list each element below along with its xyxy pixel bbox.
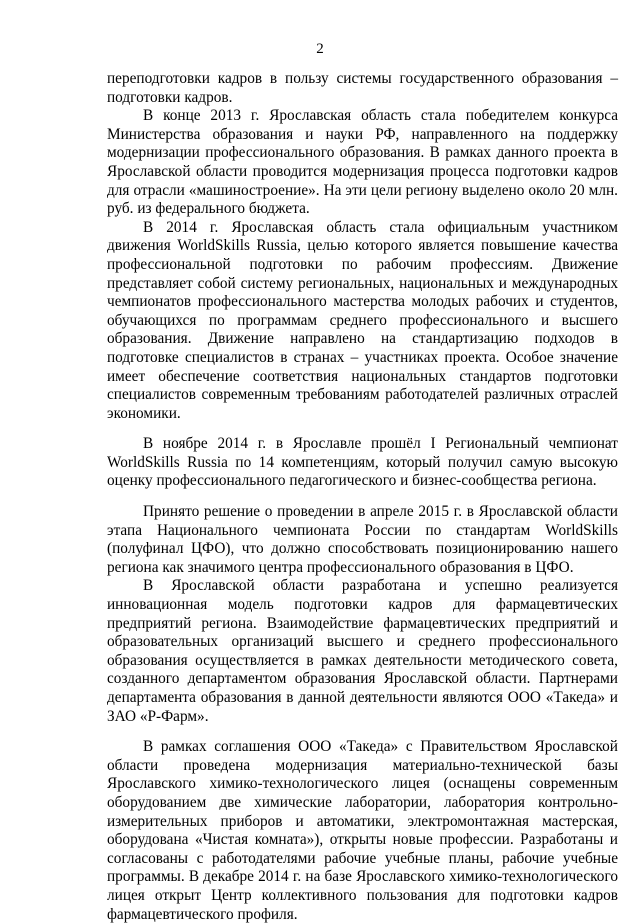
document-body (107, 70, 618, 924)
paragraph-worldskills-2014: В 2014 г. Ярославская область стала официальным участником движения WorldSkills Russia, целью которого является повышение качества профессиональной подготовки по рабочим профессиям. Движение представляет собой систему региональных, национальных и международных чемпионатов профессионального мастерства молодых рабочих и студентов, обучающихся по программам среднего профессионального и высшего образования. Движение направлено на стандартизацию подходов в подготовке специалистов в странах – участниках проекта. Особое значение имеет обеспечение соответствия национальных стандартов подготовки специалистов современным требованиям работодателей различных отраслей экономики. (107, 218, 618, 422)
paragraph-regional-championship: В ноябре 2014 г. в Ярославле прошёл I Региональный чемпионат WorldSkills Russia по 14 компетенциям, который получил самую высокую оценку профессионального педагогического и бизнес-сообщества региона. (107, 435, 618, 490)
paragraph-continuation: переподготовки кадров в пользу системы государственного образования – подготовки кадров. (107, 70, 618, 106)
paragraph-national-stage: Принято решение о проведении в апреле 2015 г. в Ярославской области этапа Национального чемпионата России по стандартам WorldSkills (полуфинал ЦФО), что должно способствовать позиционированию нашего региона как значимого центра профессионального образования в ЦФО. (107, 503, 618, 576)
paragraph-takeda-agreement: В рамках соглашения ООО «Такеда» с Правительством Ярославской области проведена модернизация материально-технической базы Ярославского химико-технологического лицея (оснащены современным оборудованием две химические лаборатории, лаборатория контрольно-измерительных приборов и автоматики, электромонтажная мастерская, оборудована «Чистая комната»), открыты новые профессии. Разработаны и согласованы с работодателями рабочие учебные планы, рабочие учебные программы. В декабре 2014 г. на базе Ярославского химико-технологического лицея открыт Центр коллективного пользования для подготовки кадров фармацевтического профиля. (107, 738, 618, 923)
page-number: 2 (316, 41, 324, 57)
paragraph-2013-contest: В конце 2013 г. Ярославская область стала победителем конкурса Министерства образования и науки РФ, направленного на поддержку модернизации профессионального образования. В рамках данного проекта в Ярославской области проводится модернизация процесса подготовки кадров для отрасли «машиностроение». На эти цели региону выделено около 20 млн. руб. из федерального бюджета. (107, 107, 618, 218)
paragraph-pharma-model: В Ярославской области разработана и успешно реализуется инновационная модель подготовки кадров для фармацевтических предприятий региона. Взаимодействие фармацевтических предприятий и образовательных организаций высшего и среднего профессионального образования осуществляется в рамках деятельности методического совета, созданного департаментом образования Ярославской области. Партнерами департамента образования в данной деятельности являются ООО «Такеда» и ЗАО «Р-Фарм». (107, 577, 618, 725)
